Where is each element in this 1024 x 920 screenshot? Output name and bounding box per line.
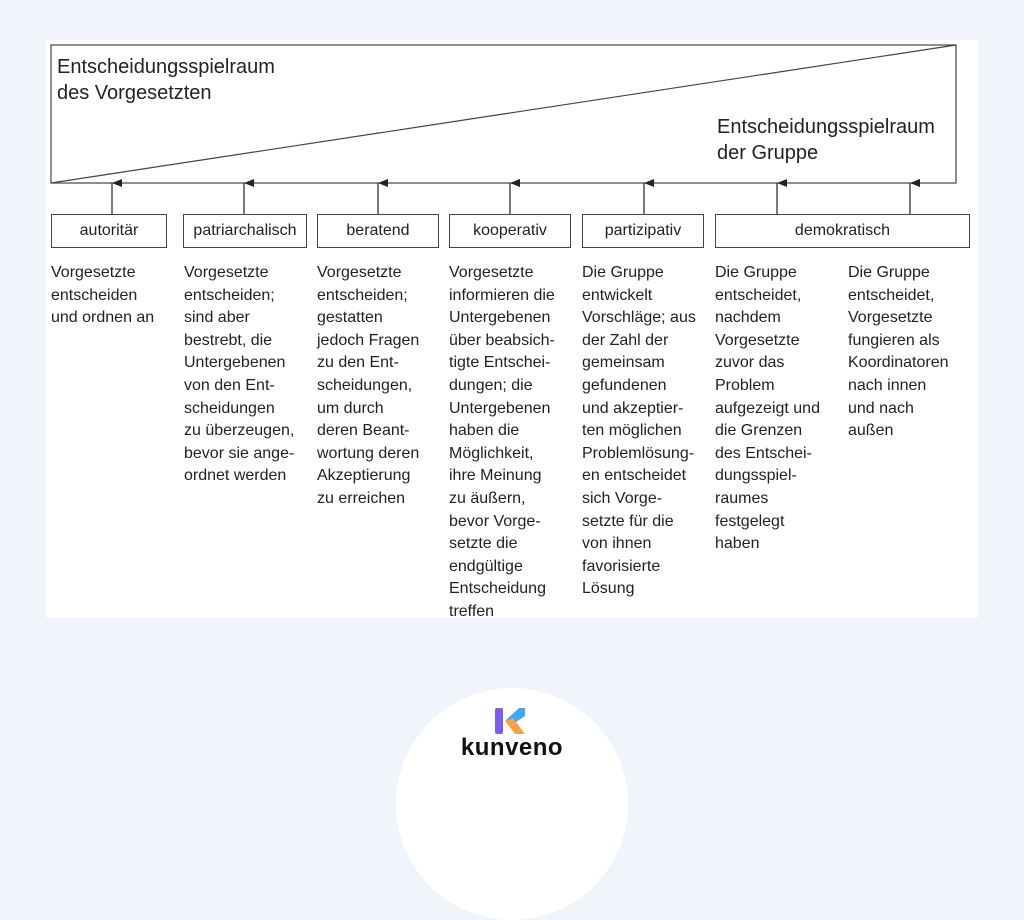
description-demokratisch-2: Die Gruppe entscheidet, Vorgesetzte fungieren als Koordinatoren nach innen und nach außen: [848, 264, 949, 440]
diagram-panel: [46, 40, 978, 618]
style-box-demokratisch: demokratisch: [715, 214, 970, 248]
description-partizipativ: Die Gruppe entwickelt Vorschläge; aus der Zahl der gemeinsam gefundenen und akzeptier- ten möglichen Problemlösung- en entscheidet sich Vorge- setzte für die von ihnen favorisierte Lösung: [582, 264, 696, 598]
kunveno-logo-icon: [493, 706, 527, 736]
manager-scope-label: Entscheidungsspielraum des Vorgesetzten: [57, 56, 275, 104]
description-beratend: Vorgesetzte entscheiden; gestatten jedoch Fragen zu den Ent- scheidungen, um durch deren Beant- wortung deren Akzeptierung zu erreichen: [317, 264, 420, 507]
style-box-patriarchalisch: patriarchalisch: [183, 214, 307, 248]
brand-name: kunveno: [460, 734, 564, 761]
style-box-autoritaer: autoritär: [51, 214, 167, 248]
description-autoritaer: Vorgesetzte entscheiden und ordnen an: [51, 264, 155, 327]
style-box-partizipativ: partizipativ: [582, 214, 704, 248]
description-demokratisch-1: Die Gruppe entscheidet, nachdem Vorgesetzte zuvor das Problem aufgezeigt und die Grenzen des Entschei- dungsspiel- raumes festgelegt haben: [715, 264, 820, 553]
style-box-beratend: beratend: [317, 214, 439, 248]
description-patriarchalisch: Vorgesetzte entscheiden; sind aber bestrebt, die Untergebenen von den Ent- scheidungen zu überzeugen, bevor sie ange- ordnet werden: [184, 264, 295, 485]
description-kooperativ: Vorgesetzte informieren die Untergebenen über beabsich- tigte Entschei- dungen; die Untergebenen haben die Möglichkeit, ihre Meinung zu äußern, bevor Vorge- setzte die endgültige Entscheidung treffen: [449, 264, 555, 618]
group-scope-label: Entscheidungsspielraum der Gruppe: [717, 116, 935, 164]
style-box-kooperativ: kooperativ: [449, 214, 571, 248]
